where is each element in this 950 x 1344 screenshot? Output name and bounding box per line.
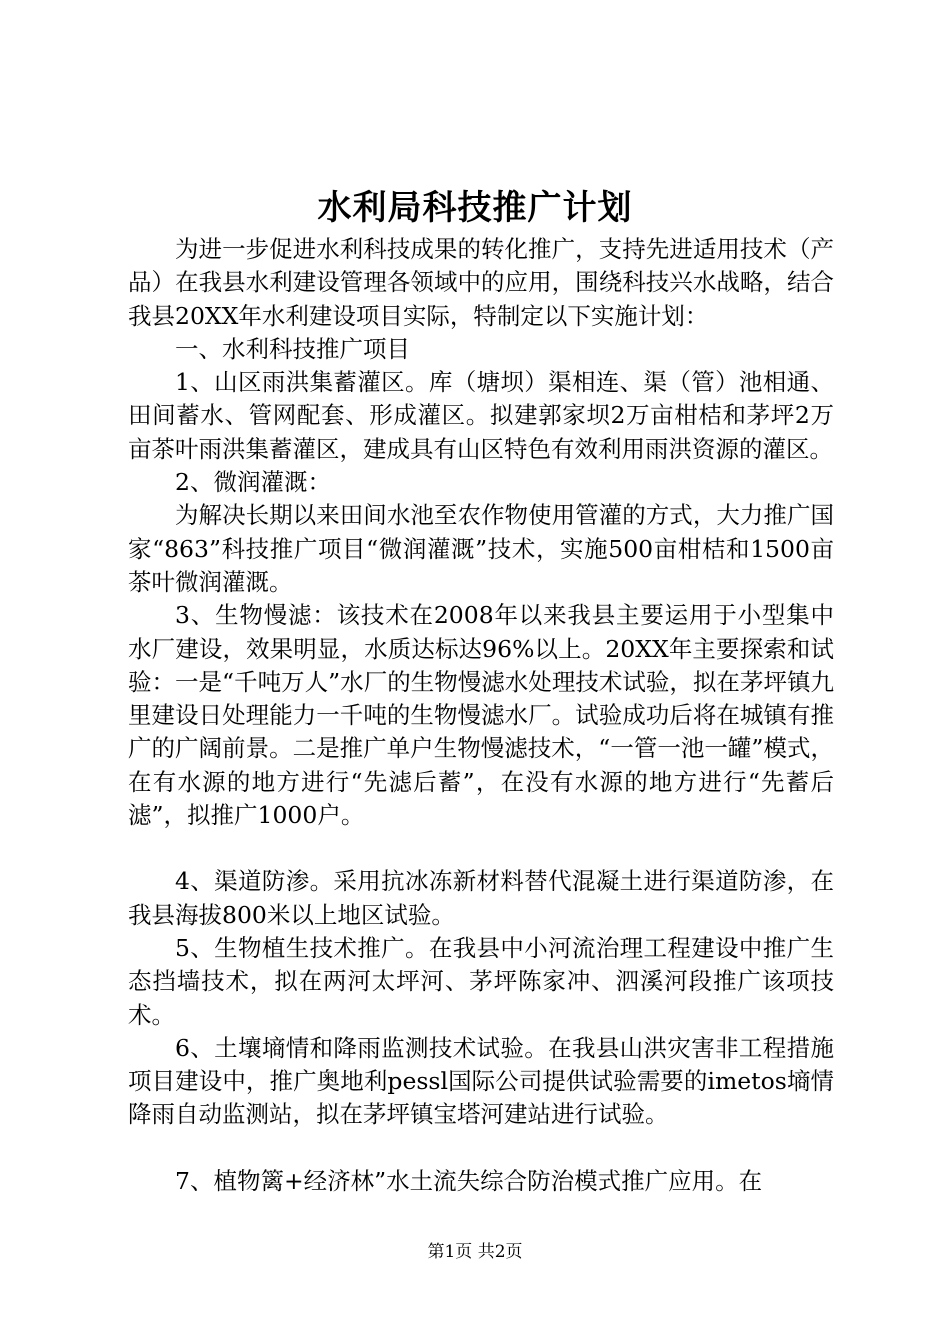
item-paragraph-2: 为解决长期以来田间水池至农作物使用管灌的方式，大力推广国家“863”科技推广项目“微润灌溉”技术，实施500亩柑桔和1500亩茶叶微润灌溉。 xyxy=(128,501,834,596)
intro-paragraph: 为进一步促进水利科技成果的转化推广，支持先进适用技术（产品）在我县水利建设管理各领域中的应用，围绕科技兴水战略，结合我县20XX年水利建设项目实际，特制定以下实施计划： xyxy=(128,235,834,330)
item-paragraph-4: 4、渠道防渗。采用抗冰冻新材料替代混凝土进行渠道防渗，在我县海拔800米以上地区试验。 xyxy=(128,867,834,929)
paragraph-spacer xyxy=(128,832,834,865)
page-footer: 第1页 共2页 xyxy=(427,1242,523,1262)
item-paragraph-6: 6、土壤墒情和降雨监测技术试验。在我县山洪灾害非工程措施项目建设中，推广奥地利pessl国际公司提供试验需要的imetos墒情降雨自动监测站，拟在茅坪镇宝塔河建站进行试验。 xyxy=(128,1033,834,1129)
page-title: 水利局科技推广计划 xyxy=(317,188,633,228)
item-paragraph-3: 3、生物慢滤：该技术在2008年以来我县主要运用于小型集中水厂建设，效果明显，水质达标达96%以上。20XX年主要探索和试验：一是“千吨万人”水厂的生物慢滤水处理技术试验，拟在茅坪镇九里建设日处理能力一千吨的生物慢滤水厂。试验成功后将在城镇有推广的广阔前景。二是推广单户生物慢滤技术，“一管一池一罐”模式，在有水源的地方进行“先滤后蓄”，在没有水源的地方进行“先蓄后滤”，拟推广1000户。 xyxy=(128,601,834,830)
item-paragraph-5: 5、生物植生技术推广。在我县中小河流治理工程建设中推广生态挡墙技术，拟在两河太坪河、茅坪陈家冲、泗溪河段推广该项技术。 xyxy=(128,933,834,1029)
item-paragraph-7: 7、植物篱+经济林”水土流失综合防治模式推广应用。在 xyxy=(175,1166,763,1195)
section-heading: 一、水利科技推广项目 xyxy=(175,334,410,363)
document-body xyxy=(128,233,834,1198)
item-paragraph-1: 1、山区雨洪集蓄灌区。库（塘坝）渠相连、渠（管）池相通、田间蓄水、管网配套、形成灌区。拟建郭家坝2万亩柑桔和茅坪2万亩茶叶雨洪集蓄灌区，建成具有山区特色有效利用雨洪资源的灌区。 xyxy=(128,368,834,463)
paragraph-spacer xyxy=(128,1132,834,1165)
item-heading-2: 2、微润灌溉： xyxy=(175,468,331,497)
